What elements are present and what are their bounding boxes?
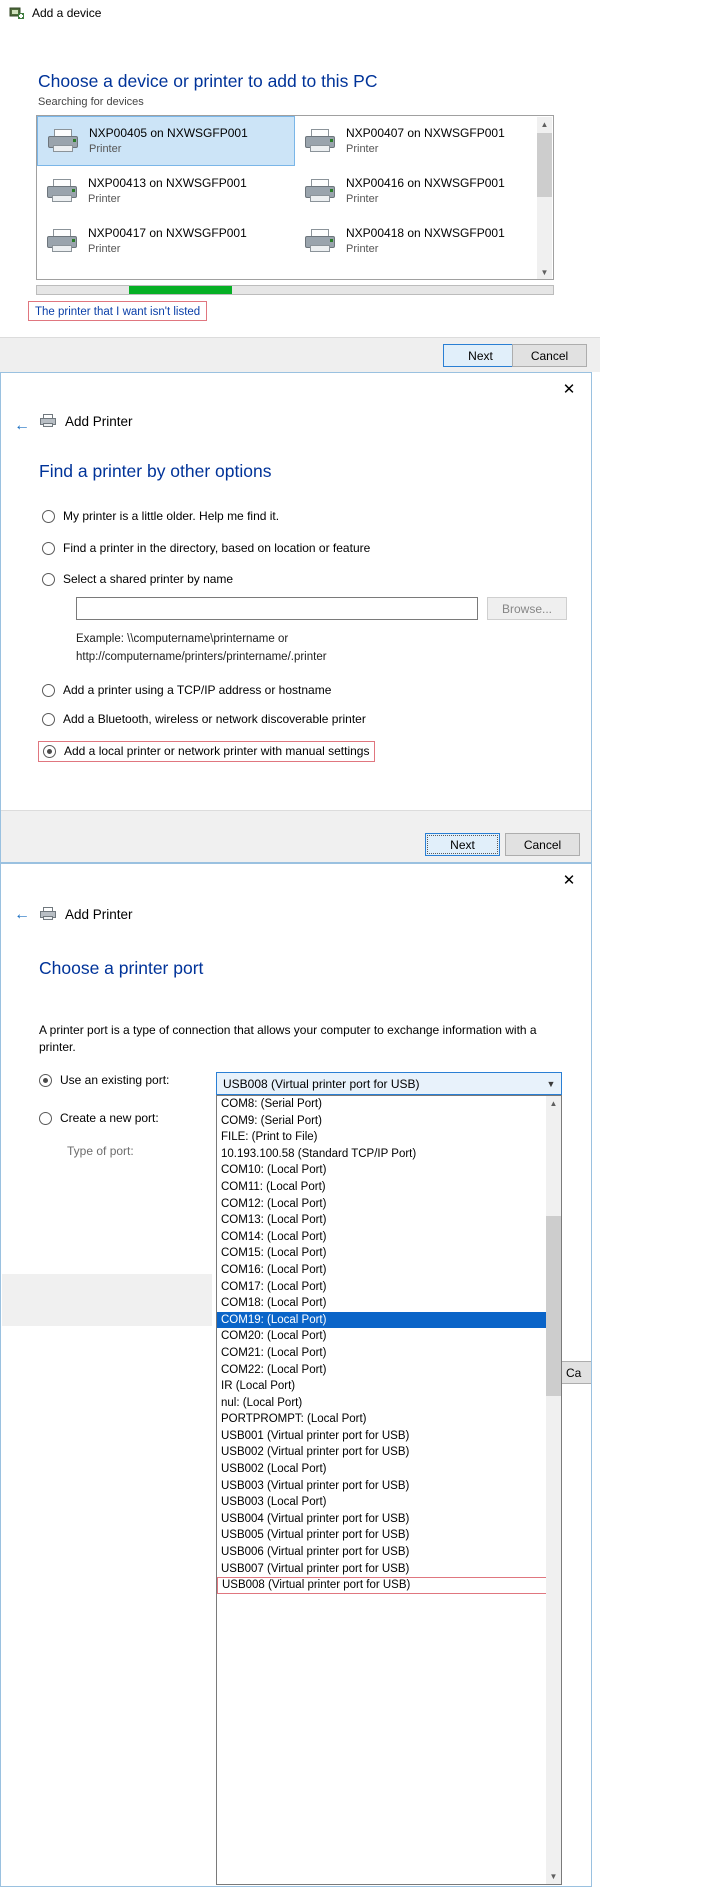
page-title: Choose a printer port bbox=[39, 958, 204, 978]
list-item[interactable] bbox=[295, 116, 553, 166]
device-type: Printer bbox=[346, 242, 379, 255]
radio-icon[interactable] bbox=[43, 745, 56, 758]
printer-icon bbox=[303, 127, 337, 155]
example-text-line1: Example: \\computername\printername or bbox=[76, 633, 289, 645]
wizard-title bbox=[39, 413, 133, 429]
window-titlebar bbox=[0, 0, 600, 26]
printer-icon bbox=[45, 227, 79, 255]
radio-label: Select a shared printer by name bbox=[63, 572, 234, 586]
dropdown-item[interactable]: COM20: (Local Port) bbox=[221, 1330, 327, 1343]
wizard-title-text: Add Printer bbox=[65, 906, 133, 922]
close-icon[interactable]: ✕ bbox=[562, 872, 576, 889]
printer-icon bbox=[303, 227, 337, 255]
dropdown-item[interactable]: COM14: (Local Port) bbox=[221, 1230, 327, 1243]
radio-icon[interactable] bbox=[42, 713, 55, 726]
back-icon[interactable]: ← bbox=[14, 906, 30, 923]
device-type: Printer bbox=[89, 142, 122, 155]
radio-icon[interactable] bbox=[39, 1074, 52, 1087]
radio-label: Add a local printer or network printer with manual settings bbox=[64, 744, 370, 758]
add-printer-options-window bbox=[0, 372, 592, 863]
device-name: NXP00418 on NXWSGFP001 bbox=[346, 225, 505, 240]
scrollbar-thumb[interactable] bbox=[546, 1216, 561, 1396]
scroll-up-icon[interactable]: ▲ bbox=[546, 1096, 561, 1111]
window3-footer-partial bbox=[2, 1274, 212, 1326]
printer-icon bbox=[46, 127, 80, 155]
chevron-down-icon[interactable]: ▼ bbox=[546, 1078, 556, 1089]
dropdown-item[interactable]: COM12: (Local Port) bbox=[221, 1197, 327, 1210]
dropdown-item[interactable]: COM15: (Local Port) bbox=[221, 1247, 327, 1260]
next-button[interactable]: Next bbox=[443, 344, 518, 367]
dropdown-item[interactable]: nul: (Local Port) bbox=[221, 1396, 303, 1409]
printer-icon bbox=[39, 413, 57, 429]
dropdown-item[interactable]: USB007 (Virtual printer port for USB) bbox=[221, 1562, 410, 1575]
browse-button[interactable]: Browse... bbox=[487, 597, 567, 620]
dropdown-item[interactable]: COM11: (Local Port) bbox=[221, 1180, 326, 1193]
add-device-window bbox=[0, 0, 600, 372]
radio-label: Find a printer in the directory, based on location or feature bbox=[63, 541, 371, 555]
list-item[interactable] bbox=[37, 216, 295, 266]
device-list[interactable] bbox=[36, 115, 554, 280]
dropdown-item[interactable]: USB004 (Virtual printer port for USB) bbox=[221, 1512, 410, 1525]
wizard-title bbox=[39, 906, 133, 922]
radio-create-new-port[interactable] bbox=[39, 1111, 159, 1125]
radio-icon[interactable] bbox=[42, 684, 55, 697]
choose-printer-port-window bbox=[0, 863, 592, 1887]
device-type: Printer bbox=[346, 142, 379, 155]
radio-icon[interactable] bbox=[39, 1112, 52, 1125]
device-type: Printer bbox=[88, 242, 121, 255]
dropdown-scrollbar[interactable] bbox=[546, 1096, 561, 1884]
dropdown-item[interactable]: USB006 (Virtual printer port for USB) bbox=[221, 1546, 410, 1559]
radio-shared-printer[interactable] bbox=[42, 572, 233, 586]
cancel-button[interactable]: Cancel bbox=[505, 833, 580, 856]
scrollbar-thumb[interactable] bbox=[537, 133, 552, 197]
radio-label: Use an existing port: bbox=[60, 1073, 170, 1087]
printer-not-listed-link-box[interactable] bbox=[28, 301, 207, 321]
add-device-icon bbox=[9, 5, 25, 21]
printer-not-listed-link[interactable]: The printer that I want isn't listed bbox=[35, 306, 201, 318]
dropdown-item[interactable]: USB008 (Virtual printer port for USB) bbox=[217, 1577, 547, 1594]
printer-icon bbox=[303, 177, 337, 205]
port-dropdown-list[interactable] bbox=[216, 1095, 562, 1885]
dropdown-item[interactable]: FILE: (Print to File) bbox=[221, 1131, 318, 1144]
list-item[interactable] bbox=[295, 216, 553, 266]
device-name: NXP00416 on NXWSGFP001 bbox=[346, 175, 505, 190]
device-type: Printer bbox=[346, 192, 379, 205]
example-text-line2: http://computername/printers/printername/.printer bbox=[76, 651, 327, 663]
radio-label: Add a printer using a TCP/IP address or hostname bbox=[63, 683, 332, 697]
radio-directory-printer[interactable] bbox=[42, 541, 370, 555]
page-title: Find a printer by other options bbox=[39, 461, 272, 481]
radio-icon[interactable] bbox=[42, 542, 55, 555]
radio-label: My printer is a little older. Help me find it. bbox=[63, 509, 280, 523]
dropdown-item[interactable]: COM16: (Local Port) bbox=[221, 1263, 327, 1276]
device-name: NXP00407 on NXWSGFP001 bbox=[346, 125, 505, 140]
page-title: Choose a device or printer to add to this PC bbox=[38, 71, 378, 91]
printer-icon bbox=[45, 177, 79, 205]
next-button[interactable]: Next bbox=[425, 833, 500, 856]
dropdown-item[interactable]: COM10: (Local Port) bbox=[221, 1164, 327, 1177]
device-list-scrollbar[interactable] bbox=[537, 117, 552, 280]
dropdown-item[interactable]: PORTPROMPT: (Local Port) bbox=[221, 1413, 367, 1426]
dropdown-item[interactable]: IR (Local Port) bbox=[221, 1380, 296, 1393]
list-item[interactable] bbox=[37, 166, 295, 216]
progress-fill bbox=[129, 286, 232, 294]
scroll-down-icon[interactable]: ▼ bbox=[546, 1869, 561, 1884]
dropdown-item[interactable]: COM17: (Local Port) bbox=[221, 1280, 327, 1293]
scroll-down-icon[interactable]: ▼ bbox=[537, 265, 552, 280]
close-icon[interactable]: ✕ bbox=[562, 381, 576, 398]
radio-tcpip-printer[interactable] bbox=[42, 683, 331, 697]
dropdown-item[interactable]: USB003 (Local Port) bbox=[221, 1496, 327, 1509]
window-title: Add a device bbox=[32, 6, 102, 20]
radio-icon[interactable] bbox=[42, 573, 55, 586]
dropdown-item[interactable]: COM18: (Local Port) bbox=[221, 1297, 327, 1310]
dropdown-item[interactable]: 10.193.100.58 (Standard TCP/IP Port) bbox=[221, 1147, 417, 1160]
device-name: NXP00405 on NXWSGFP001 bbox=[89, 125, 248, 140]
back-icon[interactable]: ← bbox=[14, 417, 30, 434]
selected-port-value: USB008 (Virtual printer port for USB) bbox=[223, 1076, 420, 1091]
radio-label: Create a new port: bbox=[60, 1111, 159, 1125]
radio-icon[interactable] bbox=[42, 510, 55, 523]
device-type: Printer bbox=[88, 192, 121, 205]
dropdown-item[interactable]: USB003 (Virtual printer port for USB) bbox=[221, 1479, 410, 1492]
dropdown-item[interactable]: USB005 (Virtual printer port for USB) bbox=[221, 1529, 410, 1542]
dropdown-item[interactable]: COM21: (Local Port) bbox=[221, 1346, 327, 1359]
cancel-button[interactable]: Cancel bbox=[512, 344, 587, 367]
search-progress-bar bbox=[36, 285, 554, 295]
search-status: Searching for devices bbox=[38, 96, 144, 108]
device-name: NXP00413 on NXWSGFP001 bbox=[88, 175, 247, 190]
list-item[interactable] bbox=[295, 166, 553, 216]
printer-icon bbox=[39, 906, 57, 922]
list-item[interactable] bbox=[37, 116, 295, 166]
radio-label: Add a Bluetooth, wireless or network discoverable printer bbox=[63, 712, 366, 726]
type-of-port-label: Type of port: bbox=[67, 1144, 134, 1158]
shared-printer-name-input[interactable] bbox=[76, 597, 478, 620]
dropdown-item[interactable]: USB002 (Virtual printer port for USB) bbox=[221, 1446, 410, 1459]
radio-use-existing-port[interactable] bbox=[39, 1073, 169, 1087]
dropdown-item[interactable]: COM9: (Serial Port) bbox=[221, 1114, 322, 1127]
dropdown-item[interactable]: USB001 (Virtual printer port for USB) bbox=[221, 1429, 410, 1442]
dropdown-item[interactable]: COM8: (Serial Port) bbox=[221, 1098, 322, 1110]
existing-port-combobox[interactable] bbox=[216, 1072, 562, 1095]
cancel-button[interactable]: Ca bbox=[561, 1361, 592, 1384]
description-text: A printer port is a type of connection that allows your computer to exchange information with a printer. bbox=[39, 1023, 537, 1055]
dropdown-item[interactable]: COM19: (Local Port) bbox=[217, 1312, 547, 1329]
radio-bluetooth-printer[interactable] bbox=[42, 712, 366, 726]
dropdown-item[interactable]: USB002 (Local Port) bbox=[221, 1463, 327, 1476]
wizard-title-text: Add Printer bbox=[65, 413, 133, 429]
radio-older-printer[interactable] bbox=[42, 509, 279, 523]
device-name: NXP00417 on NXWSGFP001 bbox=[88, 225, 247, 240]
window2-footer bbox=[1, 810, 591, 862]
scroll-up-icon[interactable]: ▲ bbox=[537, 117, 552, 132]
dropdown-item[interactable]: COM22: (Local Port) bbox=[221, 1363, 327, 1376]
radio-local-printer-manual[interactable] bbox=[38, 741, 375, 762]
dropdown-item[interactable]: COM13: (Local Port) bbox=[221, 1214, 327, 1227]
